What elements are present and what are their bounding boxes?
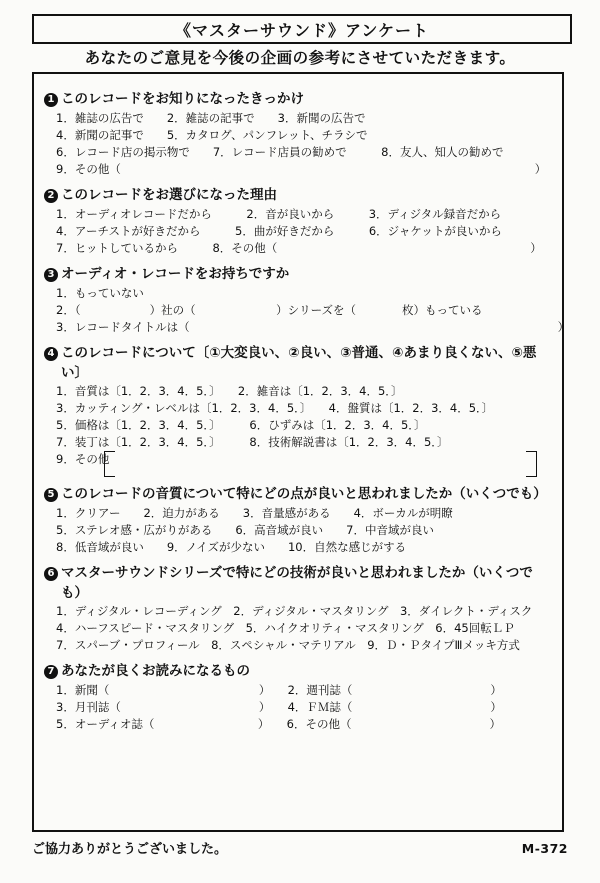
question-6-option-line[interactable]: 4．ハーフスピード・マスタリング 5．ハイクオリティ・マスタリング 6．45回転ＬＰ — [56, 621, 515, 635]
question-2 — [44, 183, 552, 257]
question-number-icon: 7 — [44, 665, 58, 679]
question-7 — [44, 659, 552, 733]
question-6 — [44, 561, 552, 654]
question-1 — [44, 87, 552, 178]
footer — [32, 838, 568, 857]
question-5-option-line[interactable]: 8．低音域が良い 9．ノイズが少ない 10．自然な感じがする — [56, 540, 407, 554]
question-4-option-line[interactable]: 3．カッティング・レベルは〔1．2．3．4．5．〕 4．盤質は〔1．2．3．4．5．〕 — [56, 401, 494, 415]
answer-bracket-left-icon — [104, 451, 115, 477]
question-4 — [44, 341, 552, 477]
question-7-option-line[interactable]: 1．新聞（ ） 2．週刊誌（ ） — [56, 683, 502, 697]
page-subtitle: あなたのご意見を今後の企画の参考にさせていただきます。 — [84, 49, 516, 67]
title-bar — [32, 14, 572, 44]
question-7-title: あなたが良くお読みになるもの — [61, 663, 250, 679]
form-code: M-372 — [521, 841, 568, 856]
question-3-option-line[interactable]: 3．レコードタイトルは（ ） — [56, 320, 570, 334]
question-number-icon: 3 — [44, 268, 58, 282]
question-3 — [44, 262, 570, 336]
question-3-option-line[interactable]: 2．（ ）社の（ ）シリーズを（ 枚）もっている — [56, 303, 483, 317]
question-5-title: このレコードの音質について特にどの点が良いと思われましたか（いくつでも） — [61, 486, 547, 502]
question-number-icon: 1 — [44, 93, 58, 107]
question-6-option-line[interactable]: 1．ディジタル・レコーディング 2．ディジタル・マスタリング 3．ダイレクト・ディスク — [56, 604, 533, 618]
question-1-title: このレコードをお知りになったきっかけ — [61, 91, 304, 107]
question-2-option-line[interactable]: 7．ヒットしているから 8．その他（ ） — [56, 241, 542, 255]
questionnaire-sheet — [12, 10, 588, 873]
question-5 — [44, 482, 552, 556]
question-4-title: このレコードについて〔①大変良い、②良い、③普通、④あまり良くない、⑤悪い〕 — [61, 345, 537, 381]
question-1-option-line[interactable]: 6．レコード店の掲示物で 7．レコード店員の勧めで 8．友人、知人の勧めで — [56, 145, 504, 159]
answer-bracket-right-icon — [526, 451, 537, 477]
question-7-option-line[interactable]: 3．月刊誌（ ） 4．ＦＭ誌（ ） — [56, 700, 502, 714]
question-number-icon: 4 — [44, 347, 58, 361]
question-3-title: オーディオ・レコードをお持ちですか — [61, 266, 290, 282]
question-1-option-line[interactable]: 4．新聞の記事で 5．カタログ、パンフレット、チラシで — [56, 128, 368, 142]
question-6-title: マスターサウンドシリーズで特にどの技術が良いと思われましたか（いくつでも） — [61, 565, 533, 601]
question-7-option-line[interactable]: 5．オーディオ誌（ ） 6．その他（ ） — [56, 717, 501, 731]
question-1-option-line[interactable]: 9．その他（ ） — [56, 162, 547, 176]
question-5-option-line[interactable]: 5．ステレオ感・広がりがある 6．高音域が良い 7．中音域が良い — [56, 523, 434, 537]
page-title: 《マスターサウンド》アンケート — [174, 20, 430, 40]
questions-container — [32, 72, 570, 832]
question-2-option-line[interactable]: 4．アーチストが好きだから 5．曲が好きだから 6．ジャケットが良いから — [56, 224, 502, 238]
question-6-heading — [44, 561, 552, 601]
question-4-option-line[interactable]: 7．装丁は〔1．2．3．4．5．〕 8．技術解説書は〔1．2．3．4．5．〕 — [56, 435, 449, 449]
question-5-option-line[interactable]: 1．クリアー 2．迫力がある 3．音量感がある 4．ボーカルが明瞭 — [56, 506, 453, 520]
question-2-option-line[interactable]: 1．オーディオレコードだから 2．音が良いから 3．ディジタル録音だから — [56, 207, 502, 221]
question-5-heading — [44, 482, 552, 503]
question-4-option-line[interactable]: 5．価格は〔1．2．3．4．5．〕 6．ひずみは〔1．2．3．4．5．〕 — [56, 418, 426, 432]
question-2-title: このレコードをお選びになった理由 — [61, 187, 277, 203]
question-3-option-line[interactable]: 1．もっていない — [56, 286, 144, 300]
question-4-option-line[interactable]: 1．音質は〔1．2．3．4．5．〕 2．雑音は〔1．2．3．4．5．〕 — [56, 384, 403, 398]
question-number-icon: 5 — [44, 488, 58, 502]
question-number-icon: 6 — [44, 567, 58, 581]
question-4-heading — [44, 341, 552, 381]
question-7-heading — [44, 659, 552, 680]
question-1-heading — [44, 87, 552, 108]
thank-you-note: ご協力ありがとうございました。 — [32, 842, 228, 857]
question-1-option-line[interactable]: 1．雑誌の広告で 2．雑誌の記事で 3．新聞の広告で — [56, 111, 366, 125]
question-4-other-row[interactable] — [56, 451, 552, 477]
question-number-icon: 2 — [44, 189, 58, 203]
question-3-heading — [44, 262, 552, 283]
question-6-option-line[interactable]: 7．スパーブ・プロフィール 8．スペシャル・マテリアル 9．Ｄ・ＰタイプⅢメッキ方式 — [56, 638, 520, 652]
question-2-heading — [44, 183, 552, 204]
question-4-other-label: 9．その他 — [56, 452, 110, 466]
